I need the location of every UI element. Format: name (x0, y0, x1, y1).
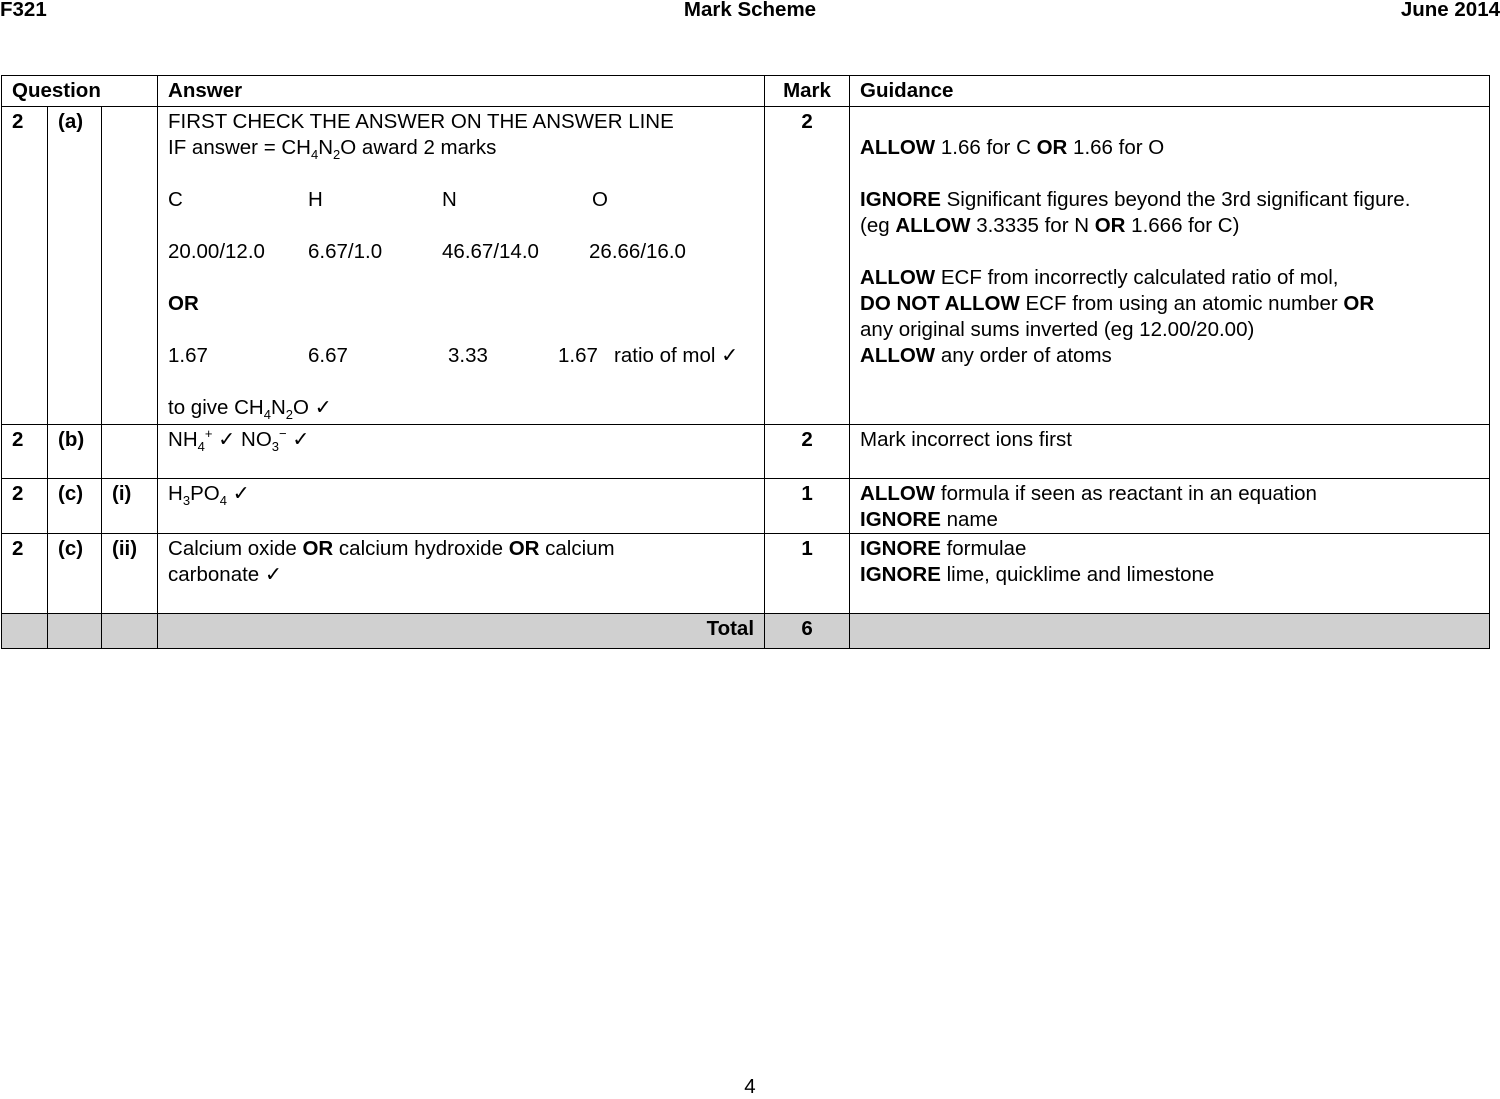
header-mark: Mark (765, 76, 850, 107)
element-o: O (592, 188, 608, 211)
guidance-cell (850, 534, 1490, 614)
question-part: (a) (48, 107, 102, 425)
answer-line: carbonate ✓ (168, 563, 283, 586)
total-blank (850, 614, 1490, 649)
ratio-o: 1.67 (558, 344, 598, 367)
answer-line-2: IF answer = $CH_4N_2O$ award 2 marks (168, 136, 497, 163)
answer-cell (158, 107, 765, 425)
page-number: 4 (744, 1075, 756, 1098)
guidance-line: IGNORE formulae (860, 537, 1027, 560)
question-part: (c) (48, 534, 102, 614)
element-row (168, 187, 754, 213)
guidance-line: IGNORE lime, quicklime and limestone (860, 563, 1215, 586)
guidance-line: IGNORE name (860, 508, 998, 531)
question-number: 2 (2, 425, 48, 479)
calc-h: 6.67/1.0 (308, 240, 383, 263)
question-sub: (i) (102, 479, 158, 534)
answer-cell: $NH_4^+$ ✓ $NO_3^-$ ✓ (158, 425, 765, 479)
header-answer: Answer (158, 76, 765, 107)
question-part: (b) (48, 425, 102, 479)
question-sub: (ii) (102, 534, 158, 614)
question-sub (102, 425, 158, 479)
total-blank (2, 614, 48, 649)
guidance-line: DO NOT ALLOW ECF from using an atomic number OR (860, 292, 1375, 315)
guidance-line: ALLOW any order of atoms (860, 344, 1112, 367)
question-sub (102, 107, 158, 425)
mark-value: 1 (765, 534, 850, 614)
mark-value: 2 (765, 107, 850, 425)
guidance-cell (850, 479, 1490, 534)
ratio-row (168, 343, 754, 369)
table-row-2a (2, 107, 1490, 425)
guidance-line: ALLOW 1.66 for C OR 1.66 for O (860, 136, 1165, 159)
guidance-line: ALLOW ECF from incorrectly calculated ratio of mol, (860, 266, 1339, 289)
table-header-row (2, 76, 1490, 107)
calc-o: 26.66/16.0 (589, 240, 686, 263)
answer-line: Calcium oxide OR calcium hydroxide OR calcium (168, 537, 615, 560)
answer-cell (158, 534, 765, 614)
ratio-h: 6.67 (308, 344, 348, 367)
question-number: 2 (2, 534, 48, 614)
question-part: (c) (48, 479, 102, 534)
header-question: Question (2, 76, 158, 107)
ratio-n: 3.33 (448, 344, 488, 367)
guidance-line: any original sums inverted (eg 12.00/20.00) (860, 318, 1255, 341)
total-row (2, 614, 1490, 649)
guidance-cell (850, 107, 1490, 425)
total-blank (102, 614, 158, 649)
total-mark: 6 (765, 614, 850, 649)
guidance-line: IGNORE Significant figures beyond the 3rd significant figure. (860, 188, 1411, 211)
header-title: Mark Scheme (683, 0, 817, 21)
answer-or: OR (168, 292, 199, 315)
element-c: C (168, 188, 183, 211)
question-number: 2 (2, 107, 48, 425)
element-h: H (308, 188, 323, 211)
mark-value: 1 (765, 479, 850, 534)
header-date: June 2014 (1400, 0, 1500, 21)
element-n: N (442, 188, 457, 211)
calc-c: 20.00/12.0 (168, 240, 265, 263)
header-code: F321 (0, 0, 47, 21)
guidance-line: ALLOW formula if seen as reactant in an equation (860, 482, 1317, 505)
calc-row (168, 239, 754, 265)
guidance-cell: Mark incorrect ions first (850, 425, 1490, 479)
mark-scheme-table (1, 75, 1490, 649)
question-number: 2 (2, 479, 48, 534)
ratio-c: 1.67 (168, 344, 208, 367)
calc-n: 46.67/14.0 (442, 240, 539, 263)
total-blank (48, 614, 102, 649)
answer-cell: $H_3PO_4$ ✓ (158, 479, 765, 534)
ratio-label: ratio of mol ✓ (614, 344, 739, 367)
table-row-2b (2, 425, 1490, 479)
answer-line-1: FIRST CHECK THE ANSWER ON THE ANSWER LINE (168, 110, 674, 133)
guidance-line: (eg ALLOW 3.3335 for N OR 1.666 for C) (860, 214, 1240, 237)
mark-value: 2 (765, 425, 850, 479)
table-row-2cii (2, 534, 1490, 614)
table-row-2ci (2, 479, 1490, 534)
total-label: Total (158, 614, 765, 649)
answer-final: to give $CH_4N_2O$ ✓ (168, 396, 332, 423)
header-guidance: Guidance (850, 76, 1490, 107)
